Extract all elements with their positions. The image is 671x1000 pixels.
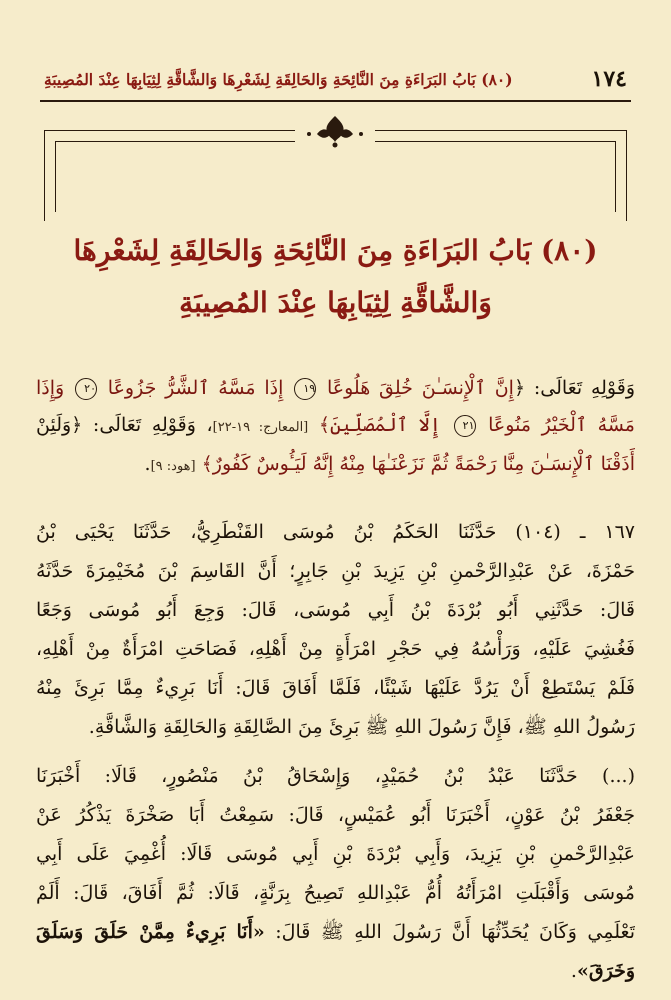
hadith-line: (...) حَدَّثَنَا عَبْدُ بْنُ حُمَيْدٍ، وَإِسْحَاقُ بْنُ مَنْصُورٍ، قَالَا: أَخْبَرَنَا: [36, 765, 635, 787]
period: .: [570, 960, 577, 982]
verse-text: مَسَّهُ ٱلْخَيْرُ مَنُوعًا: [488, 414, 635, 436]
hadith-line: جَعْفَرُ بْنُ عَوْنٍ، أَخْبَرَنَا أَبُو عُمَيْسٍ، قَالَ: سَمِعْتُ أَبَا صَخْرَةَ يَذْكُرُ عَنْ: [36, 804, 635, 826]
verse-reference: [هود: ٩]: [150, 459, 196, 474]
running-header: [44, 60, 627, 98]
hadith-line: فَلَمْ يَسْتَطِعْ أَنْ يَرُدَّ عَلَيْهَا شَيْئًا، فَلَمَّا أَفَاقَ قَالَ: أَنَا بَرِيءٌ مِمَّا بَرِئَ مِنْهُ: [36, 677, 635, 699]
hadith-line: فَغُشِيَ عَلَيْهِ، وَرَأْسُهُ فِي حَجْرِ امْرَأَةٍ مِنْ أَهْلِهِ، فَصَاحَتِ امْرَأَةٌ مِنْ أَهْلِهِ،: [36, 638, 635, 660]
quran-line-2: [36, 407, 635, 446]
quran-verses: [36, 370, 635, 485]
verse-text: أَذَقْنَا ٱلْإِنسَـٰنَ مِنَّا رَحْمَةً ثُمَّ نَزَعْنَـٰهَا مِنْهُ إِنَّهُ لَيَـُٔوسٌ كَفُورٌ﴾: [201, 453, 635, 475]
verse-text: إِذَا مَسَّهُ ٱلشَّرُّ جَزُوعًا: [107, 377, 284, 399]
verse-text: إِلَّا ٱلْمُصَلِّينَ﴾: [318, 414, 441, 436]
hadith-line: رَسُولُ اللهِ ﷺ، فَإِنَّ رَسُولَ اللهِ ﷺ بَرِئَ مِنَ الصَّالِقَةِ وَالحَالِقَةِ وَالشَّاقَّةِ.: [88, 716, 635, 738]
hadith-line: [36, 952, 635, 991]
verse-text: إِنَّ ٱلْإِنسَـٰنَ خُلِقَ هَلُوعًا: [326, 377, 514, 399]
page-number: ١٧٤: [591, 66, 627, 92]
verse-number: ١٩: [294, 378, 316, 400]
running-title: (٨٠) بَابُ البَرَاءَةِ مِنَ النَّائِحَةِ وَالحَالِقَةِ لِشَعْرِهَا وَالشَّاقَّةِ لِثِيَابِهَا عِنْدَ المُصِيبَةِ: [44, 69, 513, 89]
period: .: [144, 453, 151, 475]
prophetic-quote: وَخَرَقَ»: [576, 960, 635, 982]
hadith-line: ١٦٧ ـ (١٠٤) حَدَّثَنَا الحَكَمُ بْنُ مُوسَى القَنْطَرِيُّ، حَدَّثَنَا يَحْيَى بْنُ: [36, 521, 635, 543]
prophetic-quote: «أَنَا بَرِيءٌ مِمَّنْ حَلَقَ وَسَلَقَ: [36, 921, 265, 943]
hadith-line: [36, 913, 635, 952]
chapter-title: [40, 225, 631, 329]
hadith-line: قَالَ: حَدَّثَنِي أَبُو بُرْدَةَ بْنُ أَبِي مُوسَى، قَالَ: وَجِعَ أَبُو مُوسَى وَجَعًا: [36, 599, 635, 621]
hadith-line: عَبْدِالرَّحْمنِ بْنِ يَزِيدَ، وَأَبِي بُرْدَةَ بْنِ أَبِي مُوسَى قَالَا: أُغْمِيَ عَلَى أَبِي: [36, 843, 635, 865]
header-rule: [40, 100, 631, 102]
hadith-line: مُوسَى وَأَقْبَلَتِ امْرَأَتُهُ أُمُّ عَبْدِاللهِ تَصِيحُ بِرَنَّةٍ، قَالَا: ثُمَّ أَفَاقَ، قَالَ: أَلَمْ: [36, 882, 635, 904]
verse-reference: [المعارج: ١٩-٢٢]: [212, 420, 309, 435]
hadith-section: [36, 513, 635, 991]
hadith-line: حَمْزَةَ، عَنْ عَبْدِالرَّحْمنِ بْنِ يَزِيدَ بْنِ جَابِرٍ؛ أَنَّ القَاسِمَ بْنَ مُخَيْمِرَةَ حَدَّثَهُ: [36, 560, 635, 582]
chapter-title-line-1: (٨٠) بَابُ البَرَاءَةِ مِنَ النَّائِحَةِ وَالحَالِقَةِ لِشَعْرِهَا: [73, 234, 598, 267]
verse-text: وَإِذَا: [36, 377, 65, 399]
verse-number: ٢١: [454, 415, 476, 437]
chapter-title-line-2: وَالشَّاقَّةِ لِثِيَابِهَا عِنْدَ المُصِيبَةِ: [179, 286, 492, 319]
verse-number: ٢٠: [75, 378, 97, 400]
paragraph-gap: [36, 747, 635, 757]
quran-connector: ، وَقَوْلِهِ تَعَالَى: ﴿وَلَئِنْ: [36, 414, 213, 436]
quran-intro: وَقَوْلِهِ تَعَالَى: ﴿: [513, 377, 635, 399]
title-frame-inner: [55, 141, 616, 212]
ornament-icon: [295, 112, 375, 148]
hadith-text: تَعْلَمِي وَكَانَ يُحَدِّثُهَا أَنَّ رَسُولَ اللهِ ﷺ قَالَ:: [275, 921, 635, 943]
quran-line-1: [36, 370, 635, 407]
quran-line-3: [36, 446, 635, 485]
